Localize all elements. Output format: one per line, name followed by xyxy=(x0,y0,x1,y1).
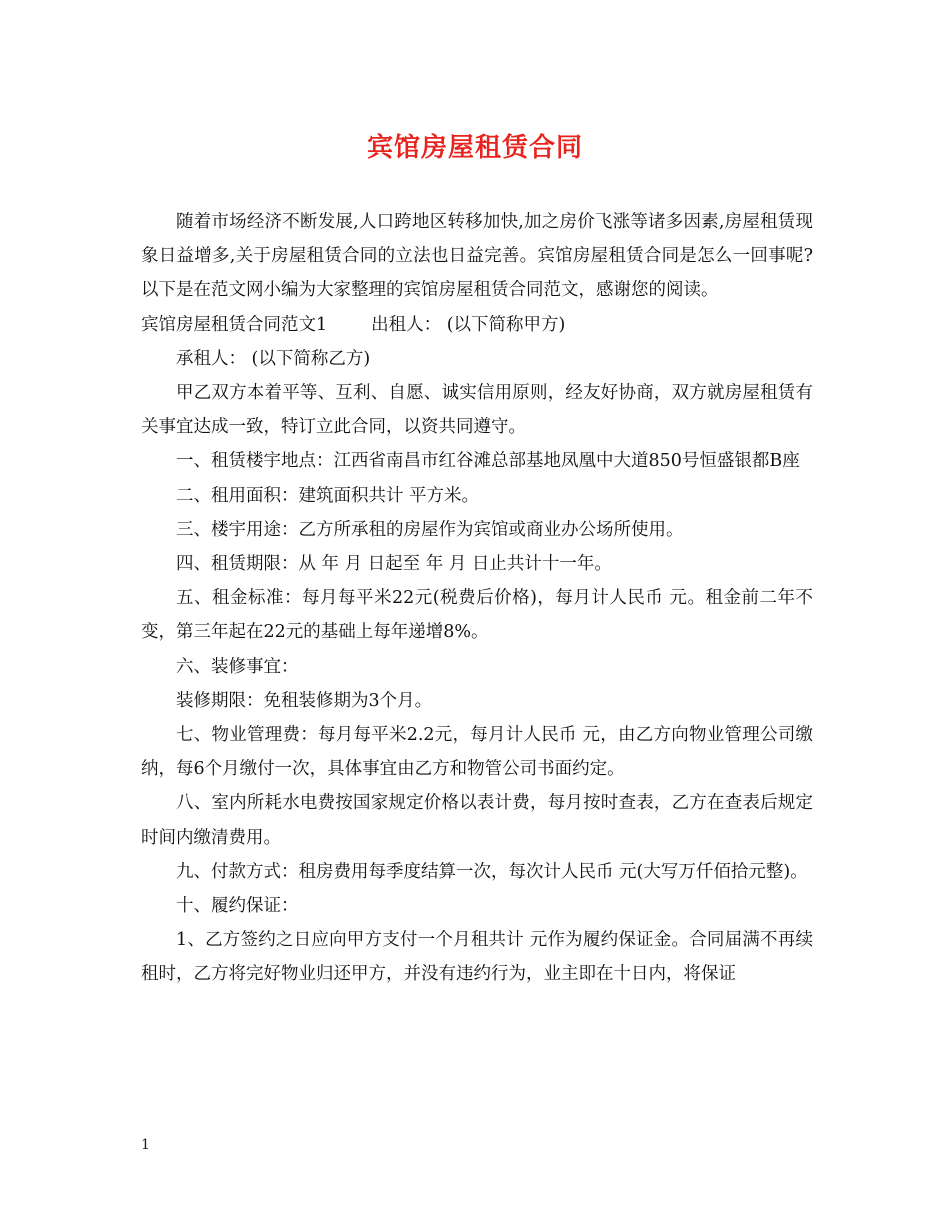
lessor-line: 出租人： (以下简称甲方) xyxy=(371,314,566,335)
sample-heading: 宾馆房屋租赁合同范文1 xyxy=(141,314,328,335)
preamble-paragraph: 甲乙双方本着平等、互利、自愿、诚实信用原则，经友好协商，双方就房屋租赁有关事宜达成一致，特订立此合同，以资共同遵守。 xyxy=(141,383,813,438)
clause-usage: 三、楼宇用途：乙方所承租的房屋作为宾馆或商业办公场所使用。 xyxy=(176,519,684,540)
clause-term: 四、租赁期限：从 年 月 日起至 年 月 日止共计十一年。 xyxy=(176,554,612,575)
clause-area: 二、租用面积：建筑面积共计 平方米。 xyxy=(176,485,480,506)
intro-paragraph: 随着市场经济不断发展,人口跨地区转移加快,加之房价飞涨等诸多因素,房屋租赁现象日益增多,关于房屋租赁合同的立法也日益完善。宾馆房屋租赁合同是怎么一回事呢?以下是在范文网小编为大家整理的宾馆房屋租赁合同范文，感谢您的阅读。 xyxy=(141,212,813,301)
lessee-line: 承租人： (以下简称乙方) xyxy=(176,348,371,369)
clause-location: 一、租赁楼宇地点：江西省南昌市红谷滩总部基地凤凰中大道850号恒盛银都B座 xyxy=(176,451,800,472)
clause-guarantee: 十、履约保证： xyxy=(176,896,299,917)
clause-decoration: 六、装修事宜： xyxy=(176,656,299,677)
clause-utilities: 八、室内所耗水电费按国家规定价格以表计费，每月按时查表，乙方在查表后规定时间内缴清费用。 xyxy=(141,793,813,848)
clause-decoration-period: 装修期限：免租装修期为3个月。 xyxy=(176,690,433,711)
clause-payment: 九、付款方式：租房费用每季度结算一次，每次计人民币 元(大写万仟佰拾元整)。 xyxy=(176,861,808,882)
document-body xyxy=(141,205,813,992)
sample-heading-line xyxy=(141,308,813,342)
page-number: 1 xyxy=(141,1137,150,1153)
clause-property-fee: 七、物业管理费：每月每平米2.2元，每月计人民币 元，由乙方向物业管理公司缴纳，每6个月缴付一次，具体事宜由乙方和物管公司书面约定。 xyxy=(141,725,813,780)
clause-rent: 五、租金标准：每月每平米22元(税费后价格)，每月计人民币 元。租金前二年不变，第三年起在22元的基础上每年递增8%。 xyxy=(141,588,813,643)
clause-guarantee-1: 1、乙方签约之日应向甲方支付一个月租共计 元作为履约保证金。合同届满不再续租时，乙方将完好物业归还甲方，并没有违约行为，业主即在十日内，将保证 xyxy=(141,930,813,985)
document-title: 宾馆房屋租赁合同 xyxy=(366,133,583,163)
